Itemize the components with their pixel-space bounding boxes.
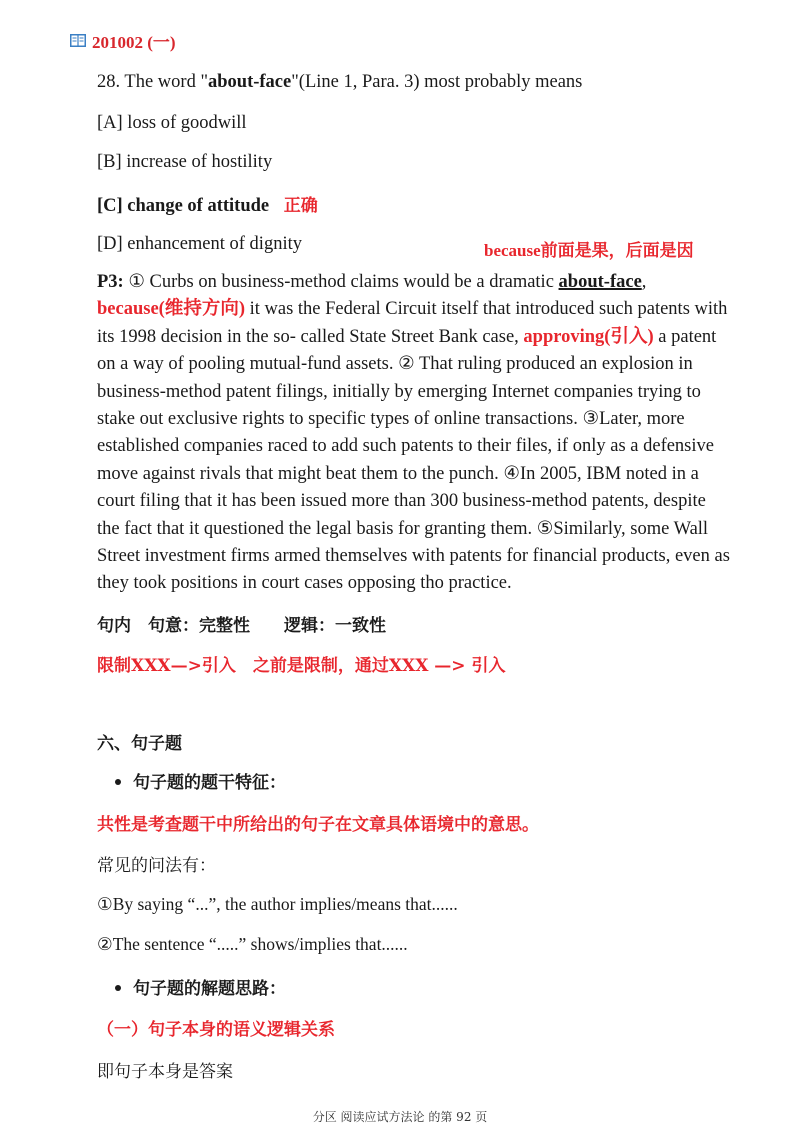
option-a: [A] loss of goodwill xyxy=(97,113,247,133)
approving-annotation: approving(引入) xyxy=(523,326,654,347)
common-asks-label: 常见的问法有： xyxy=(97,856,216,876)
paragraph-label: P3: xyxy=(97,272,124,292)
passage-paragraph: P3: ① Curbs on business-method claims would be a dramatic about-face, because(维持方向) it was the Federal Circuit itself that introduced such patents with its 1998 decision in the so- called State Street Bank case, approving(引入) a patent on a way of pooling mutual-fund assets. ② That ruling produced an explosion in business-method patent filings, initially by emerging Internet companies trying to stake out exclusive rights to specific types of online transactions. ③Later, more established companies raced to add such patents to their files, if only as a defensive move against rivals that might beat them to the punch. ④In 2005, IBM noted in a court filing that it has been issued more than 300 business-method patents, despite the fact that it questioned the legal basis for granting them. ⑤Similarly, some Wall Street investment firms armed themselves with patents for financial products, even as they took positions in court cases opposing tho practice. xyxy=(97,272,730,594)
correct-note: 正确 xyxy=(283,196,318,216)
bullet-dot xyxy=(115,779,121,785)
bullet-approach: 句子题的解题思路： xyxy=(115,974,286,999)
option-c: [C] change of attitude 正确 xyxy=(97,196,318,216)
bullet-feature: 句子题的题干特征： xyxy=(115,768,286,793)
bullet-dot xyxy=(115,985,121,991)
option-b: [B] increase of hostility xyxy=(97,152,273,172)
page-header xyxy=(70,28,176,53)
keyword-about-face: about-face xyxy=(208,72,292,92)
because-annotation: because(维持方向) xyxy=(97,299,245,320)
analysis-red-line: 限制XXX—>引入 之前是限制，通过XXX —> 引入 xyxy=(97,656,506,676)
question-stem: 28. The word "about-face"(Line 1, Para. 3) most probably means xyxy=(97,72,583,92)
because-note: because前面是果，后面是因 xyxy=(484,241,694,260)
answer-line: 即句子本身是答案 xyxy=(97,1062,233,1082)
subsection-heading: （一）句子本身的语义逻辑关系 xyxy=(97,1020,335,1040)
ask-example-1: ①By saying “...”, the author implies/means that...... xyxy=(97,894,458,914)
common-trait-note: 共性是考查题干中所给出的句子在文章具体语境中的意思。 xyxy=(97,815,539,835)
option-d: [D] enhancement of dignity xyxy=(97,234,302,254)
page-footer: 分区 阅读应试方法论 的第 92 页 xyxy=(312,1110,488,1124)
book-icon xyxy=(70,34,86,47)
analysis-line: 句内 句意：完整性 逻辑：一致性 xyxy=(97,616,386,636)
ask-example-2: ②The sentence “.....” shows/implies that...... xyxy=(97,934,408,954)
section-heading: 六、句子题 xyxy=(97,734,182,754)
header-title: 201002 (一) xyxy=(92,33,176,52)
